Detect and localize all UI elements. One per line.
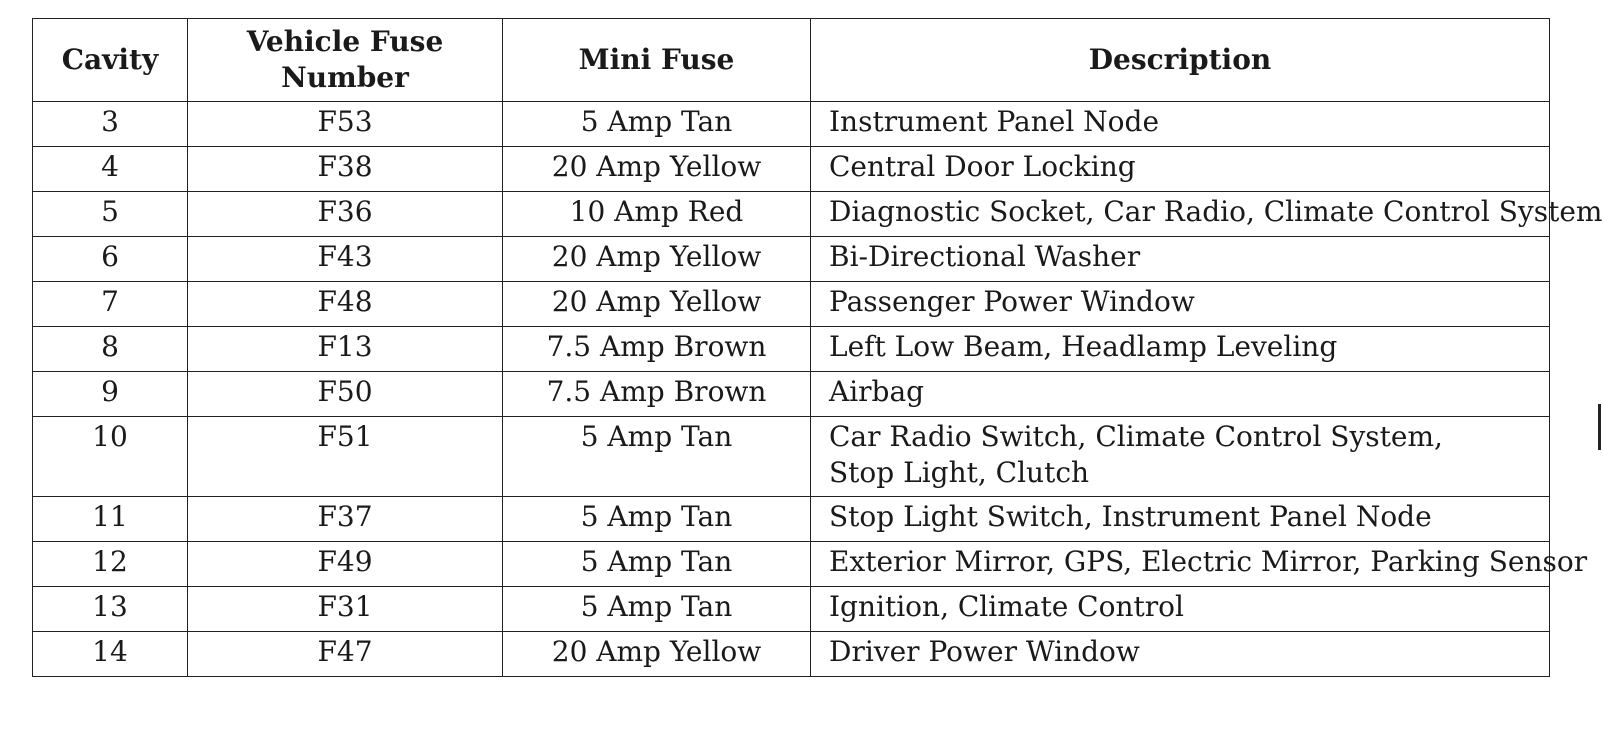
cavity-cell: 4	[33, 147, 188, 192]
description-line: Ignition, Climate Control	[829, 590, 1184, 623]
header-vehicle-fuse-number-line: Number	[281, 61, 409, 94]
cavity-cell: 5	[33, 192, 188, 237]
cavity-cell: 9	[33, 372, 188, 417]
mini-fuse-cell: 5 Amp Tan	[503, 102, 811, 147]
description-line: Central Door Locking	[829, 150, 1136, 183]
description-line: Passenger Power Window	[829, 285, 1195, 318]
cavity-cell: 10	[33, 417, 188, 497]
description-line: Stop Light Switch, Instrument Panel Node	[829, 500, 1432, 533]
cavity-cell: 14	[33, 632, 188, 677]
header-description: Description	[811, 19, 1550, 102]
cavity-cell: 12	[33, 542, 188, 587]
description-cell	[811, 102, 1550, 147]
vehicle-fuse-number-cell: F50	[188, 372, 503, 417]
mini-fuse-cell: 20 Amp Yellow	[503, 282, 811, 327]
description-cell	[811, 542, 1588, 587]
description-line: Left Low Beam, Headlamp Leveling	[829, 330, 1338, 363]
header-mini-fuse: Mini Fuse	[503, 19, 811, 102]
page-edge-mark	[1598, 404, 1601, 450]
table-row	[33, 587, 1550, 632]
cavity-cell: 11	[33, 497, 188, 542]
fuse-table	[32, 18, 1603, 677]
vehicle-fuse-number-cell: F47	[188, 632, 503, 677]
table-row	[33, 102, 1550, 147]
description-cell	[811, 147, 1550, 192]
description-line: Instrument Panel Node	[829, 105, 1160, 138]
table-row	[33, 632, 1550, 677]
cavity-cell: 6	[33, 237, 188, 282]
vehicle-fuse-number-cell: F49	[188, 542, 503, 587]
vehicle-fuse-number-cell: F38	[188, 147, 503, 192]
vehicle-fuse-number-cell: F36	[188, 192, 503, 237]
description-line: Diagnostic Socket, Car Radio, Climate Control System	[829, 195, 1603, 228]
description-cell	[811, 282, 1550, 327]
table-row	[33, 497, 1550, 542]
description-line: Bi-Directional Washer	[829, 240, 1141, 273]
cavity-cell: 7	[33, 282, 188, 327]
vehicle-fuse-number-cell: F37	[188, 497, 503, 542]
mini-fuse-cell: 5 Amp Tan	[503, 497, 811, 542]
mini-fuse-cell: 20 Amp Yellow	[503, 632, 811, 677]
mini-fuse-cell: 5 Amp Tan	[503, 587, 811, 632]
cavity-cell: 8	[33, 327, 188, 372]
mini-fuse-cell: 5 Amp Tan	[503, 417, 811, 497]
table-row	[33, 192, 1550, 237]
table-body	[33, 102, 1603, 677]
vehicle-fuse-number-cell: F13	[188, 327, 503, 372]
vehicle-fuse-number-cell: F51	[188, 417, 503, 497]
description-cell	[811, 497, 1550, 542]
description-cell	[811, 327, 1550, 372]
cavity-cell: 3	[33, 102, 188, 147]
description-line: Airbag	[829, 375, 925, 408]
mini-fuse-cell: 20 Amp Yellow	[503, 147, 811, 192]
vehicle-fuse-number-cell: F48	[188, 282, 503, 327]
vehicle-fuse-number-cell: F43	[188, 237, 503, 282]
cavity-cell: 13	[33, 587, 188, 632]
table-row	[33, 327, 1550, 372]
description-cell	[811, 237, 1550, 282]
vehicle-fuse-number-cell: F31	[188, 587, 503, 632]
description-line: Car Radio Switch, Climate Control System,	[829, 420, 1443, 453]
table-row	[33, 282, 1550, 327]
table-row	[33, 542, 1550, 587]
mini-fuse-cell: 20 Amp Yellow	[503, 237, 811, 282]
description-cell	[811, 632, 1550, 677]
description-line: Driver Power Window	[829, 635, 1140, 668]
mini-fuse-cell: 5 Amp Tan	[503, 542, 811, 587]
description-cell	[811, 417, 1550, 497]
description-line: Stop Light, Clutch	[829, 456, 1090, 489]
header-vehicle-fuse-number-line: Vehicle Fuse	[246, 25, 444, 58]
mini-fuse-cell: 7.5 Amp Brown	[503, 372, 811, 417]
description-cell	[811, 192, 1603, 237]
description-line: Exterior Mirror, GPS, Electric Mirror, Parking Sensor	[829, 545, 1588, 578]
table-row	[33, 372, 1550, 417]
description-cell	[811, 587, 1550, 632]
vehicle-fuse-number-cell: F53	[188, 102, 503, 147]
table-row	[33, 237, 1550, 282]
header-cavity: Cavity	[33, 19, 188, 102]
header-vehicle-fuse-number	[188, 19, 503, 102]
table-row	[33, 147, 1550, 192]
table-row	[33, 417, 1550, 497]
mini-fuse-cell: 10 Amp Red	[503, 192, 811, 237]
table-header	[33, 19, 1550, 102]
header-row	[33, 19, 1550, 102]
description-cell	[811, 372, 1550, 417]
mini-fuse-cell: 7.5 Amp Brown	[503, 327, 811, 372]
